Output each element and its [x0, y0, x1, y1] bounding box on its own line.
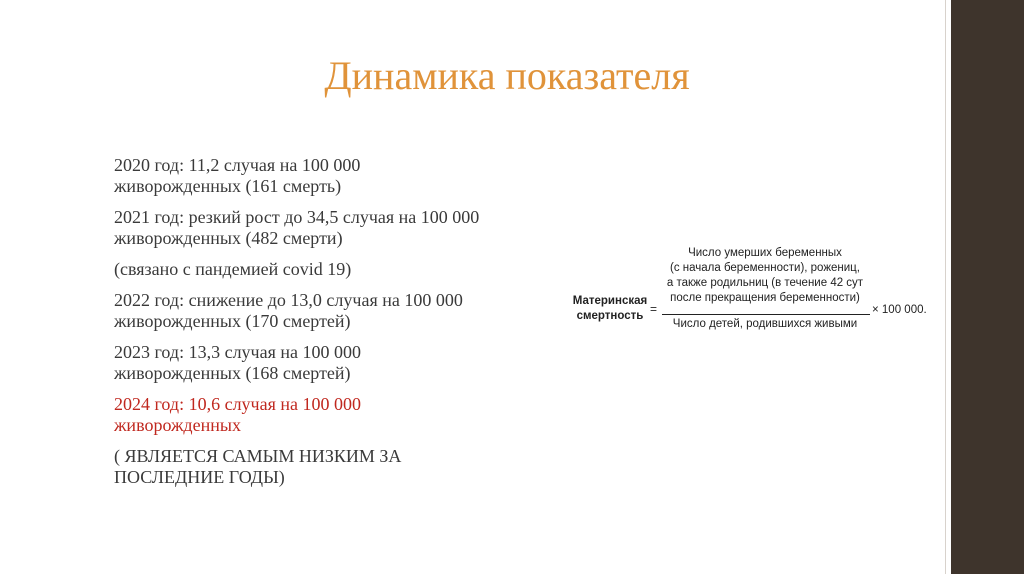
list-item-lowest-note: ( ЯВЛЯЕТСЯ САМЫМ НИЗКИМ ЗА ПОСЛЕДНИЕ ГОДЫ) [114, 446, 402, 487]
slide-title: Динамика показателя [324, 53, 690, 98]
maternal-mortality-formula [570, 246, 940, 338]
list-item-2022: 2022 год: снижение до 13,0 случая на 100 000 живорожденных (170 смертей) [114, 290, 463, 331]
formula-denominator: Число детей, родившихся живыми [672, 318, 858, 330]
list-item-2024-highlight: 2024 год: 10,6 случая на 100 000 живорожденных [114, 394, 361, 435]
formula-numerator: Число умерших беременных (с начала беременности), рожениц, а также родильниц (в течение 42 сут после прекращения беременности) [666, 247, 864, 304]
formula-label: Материнская смертность [572, 295, 648, 322]
fraction-line [662, 314, 870, 315]
formula-equals: = [650, 302, 658, 316]
list-item-covid-note: (связано с пандемией covid 19) [114, 259, 352, 279]
list-item-2023: 2023 год: 13,3 случая на 100 000 живорожденных (168 смертей) [114, 342, 361, 383]
list-item-2020: 2020 год: 11,2 случая на 100 000 живорожденных (161 смерть) [114, 155, 361, 196]
formula-multiplier: × 100 000. [872, 304, 927, 316]
statistics-list [114, 155, 564, 498]
list-item-2021: 2021 год: резкий рост до 34,5 случая на 100 000 живорожденных (482 смерти) [114, 207, 480, 248]
